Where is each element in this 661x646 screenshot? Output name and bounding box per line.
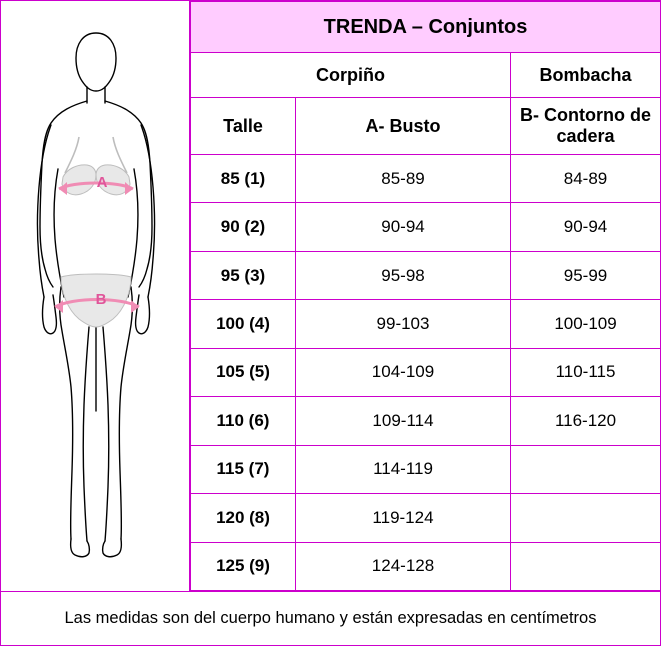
cell-cadera: 84-89 (511, 155, 661, 203)
cell-busto: 109-114 (296, 397, 511, 445)
cell-cadera: 100-109 (511, 300, 661, 348)
column-header-cadera: B- Contorno de cadera (511, 98, 661, 155)
cell-cadera-empty (511, 494, 661, 542)
column-header-talle: Talle (191, 98, 296, 155)
cell-busto: 104-109 (296, 348, 511, 396)
cell-cadera-empty (511, 542, 661, 591)
cell-busto: 85-89 (296, 155, 511, 203)
body-figure-illustration (1, 1, 190, 591)
cell-talle: 105 (5) (191, 348, 296, 396)
hip-arrow-left-head (55, 300, 63, 313)
table-row (191, 542, 661, 591)
group-header-row (191, 53, 661, 98)
size-table-wrap (190, 1, 660, 591)
table-row (191, 397, 661, 445)
cell-talle: 95 (3) (191, 251, 296, 299)
cell-talle: 125 (9) (191, 542, 296, 591)
size-table (190, 1, 661, 591)
cell-cadera: 90-94 (511, 203, 661, 251)
cell-talle: 110 (6) (191, 397, 296, 445)
cell-busto: 99-103 (296, 300, 511, 348)
body-figure-cell (1, 1, 190, 591)
table-row (191, 300, 661, 348)
cell-talle: 85 (1) (191, 155, 296, 203)
cell-busto: 95-98 (296, 251, 511, 299)
column-header-busto: A- Busto (296, 98, 511, 155)
cell-talle: 115 (7) (191, 445, 296, 493)
hip-label: B (95, 291, 107, 308)
cell-cadera: 116-120 (511, 397, 661, 445)
group-header-bombacha: Bombacha (511, 53, 661, 98)
cell-busto: 119-124 (296, 494, 511, 542)
group-header-corpino: Corpiño (191, 53, 511, 98)
cell-talle: 90 (2) (191, 203, 296, 251)
cell-talle: 120 (8) (191, 494, 296, 542)
cell-cadera-empty (511, 445, 661, 493)
cell-cadera: 110-115 (511, 348, 661, 396)
column-header-row (191, 98, 661, 155)
cell-talle: 100 (4) (191, 300, 296, 348)
cell-cadera: 95-99 (511, 251, 661, 299)
table-row (191, 251, 661, 299)
table-title-row (191, 2, 661, 53)
table-row (191, 203, 661, 251)
table-row (191, 155, 661, 203)
footer-note (1, 591, 660, 645)
cell-busto: 124-128 (296, 542, 511, 591)
table-row (191, 445, 661, 493)
cell-busto: 114-119 (296, 445, 511, 493)
cell-busto: 90-94 (296, 203, 511, 251)
page-title: TRENDA – Conjuntos (191, 2, 661, 53)
bust-label: A (96, 174, 108, 191)
footer-note-text: Las medidas son del cuerpo humano y están expresadas en centímetros (64, 609, 597, 627)
table-row (191, 348, 661, 396)
table-row (191, 494, 661, 542)
